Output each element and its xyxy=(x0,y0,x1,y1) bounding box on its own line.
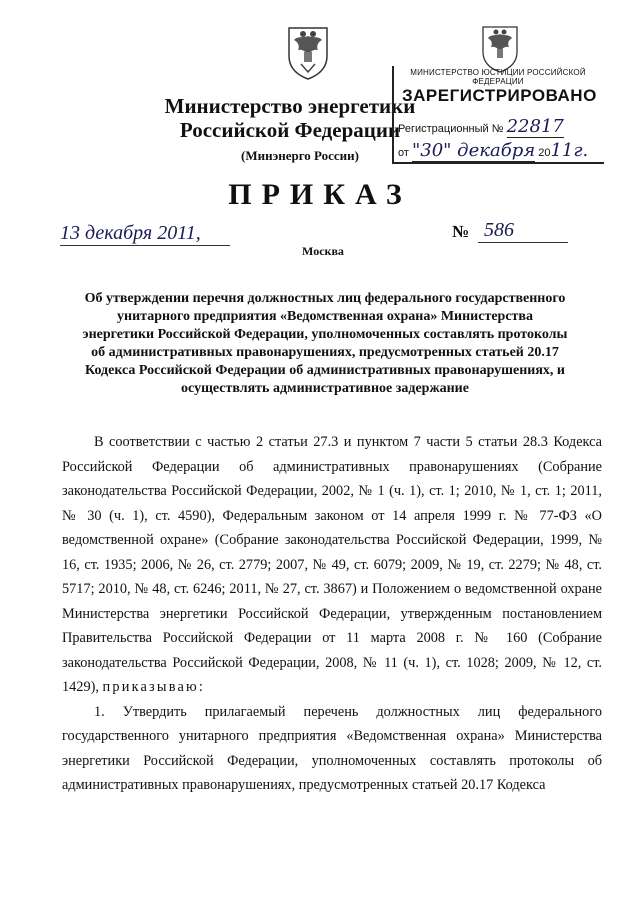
document-city: Москва xyxy=(302,244,344,258)
paragraph-1 xyxy=(62,430,602,700)
document-heading: Об утверждении перечня должностных лиц федерального государственного унитарного предприятия «Ведомственная охрана» Министерства энергетики Российской Федерации, уполномоченных составлять протоколы об административных правонарушениях, предусмотренных статьей 20.17 Кодекса Российской Федерации об административных правонарушениях, и осуществлять административное задержание xyxy=(82,291,568,396)
stamp-reg-number: 22817 xyxy=(506,116,564,137)
stamp-year-prefix: 20 xyxy=(538,147,551,159)
paragraph-1-text: В соответствии с частью 2 статьи 27.3 и пунктом 7 части 5 статьи 28.3 Кодекса Российской Федерации об административных правонарушениях (Собрание законодательства Российской Федерации, 2002, № 1 (ч. 1), ст. 1; 2010, № 1, ст. 1; 2011, № 30 (ч. 1), ст. 4590), Федеральным законом от 14 апреля 1999 г. № 77-ФЗ «О ведомственной охране» (Собрание законодательства Российской Федерации, 1999, № 16, ст. 1935; 2006, № 26, ст. 2779; 2007, № 49, ст. 6079; 2009, № 19, ст. 2279; № 48, ст. 5717; 2010, № 48, ст. 6246; 2011, № 27, ст. 3867) и Положением о ведомственной охране Министерства энергетики Российской Федерации, утвержденным постановлением Правительства Российской Федерации от 11 марта 2008 г. № 160 (Собрание законодательства Российской Федерации, 2008, № 11 (ч. 1), ст. 1028; 2009, № 12, ст. 1429), xyxy=(62,434,602,695)
stamp-reg-label: Регистрационный № xyxy=(398,123,504,135)
ministry-line-1: Министерство энергетики xyxy=(164,94,416,118)
paragraph-2: 1. Утвердить прилагаемый перечень должностных лиц федерального государственного унитарного предприятия «Ведомственная охрана» Министерства энергетики Российской Федерации, уполномоченных составлять протоколы об административных правонарушениях, предусмотренных статьей 20.17 Кодекса xyxy=(62,703,602,793)
stamp-registered: ЗАРЕГИСТРИРОВАНО xyxy=(402,86,597,105)
order-word: приказываю: xyxy=(102,679,206,695)
document-body xyxy=(62,430,602,798)
stamp-date-value: "30" декабря xyxy=(411,140,536,161)
ministry-line-2: Российской Федерации xyxy=(179,118,401,142)
state-emblem-icon xyxy=(283,22,333,82)
stamp-year-value: 11г. xyxy=(550,140,589,161)
stamp-date-row xyxy=(398,140,588,162)
stamp-reg-number-row xyxy=(398,116,564,138)
stamp-ministry: МИНИСТЕРСТВО ЮСТИЦИИ РОССИЙСКОЙ ФЕДЕРАЦИИ xyxy=(410,68,586,86)
stamp-date-prefix: от xyxy=(398,147,409,159)
ministry-name xyxy=(150,94,430,142)
ministry-short-name: (Минэнерго России) xyxy=(241,148,359,163)
document-title: ПРИКАЗ xyxy=(228,178,412,211)
document-date: 13 декабря 2011, xyxy=(60,222,230,246)
document-number-label: № xyxy=(452,222,470,241)
document-number: 586 xyxy=(478,219,568,243)
